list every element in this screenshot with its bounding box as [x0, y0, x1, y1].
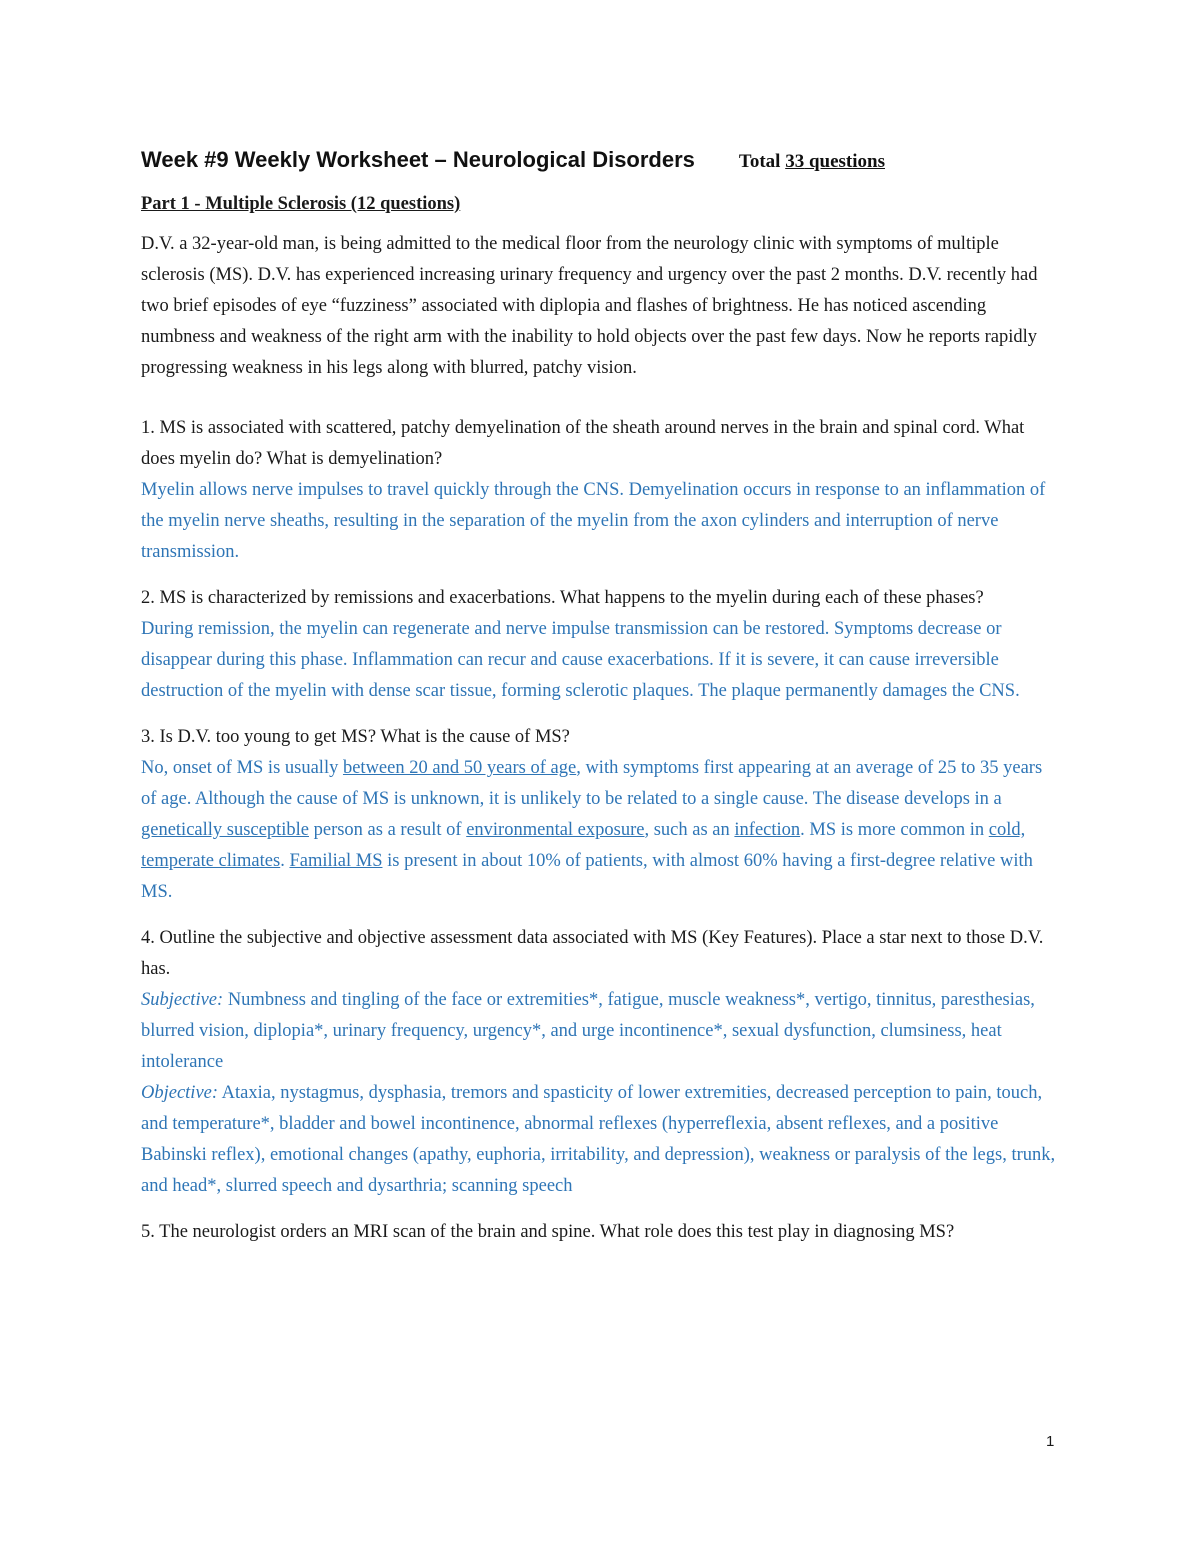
subjective-text: Numbness and tingling of the face or extremities*, fatigue, muscle weakness*, vertigo, tinnitus, paresthesias, blurred vision, diplopia*, urinary frequency, urgency*, and urge incontinence*, sexual dysfunction, clumsiness, heat intolerance	[141, 990, 1035, 1072]
question-3-block	[141, 722, 1059, 908]
question-4-block	[141, 923, 1059, 1202]
total-count: 33	[785, 151, 805, 172]
answer-3	[141, 753, 1059, 908]
answer-3-text: .	[280, 851, 290, 871]
answer-3-underlined: infection	[734, 820, 801, 840]
answer-3-underlined: Familial MS	[289, 851, 383, 871]
question-5-block	[141, 1217, 1059, 1248]
subjective-label: Subjective:	[141, 990, 224, 1010]
objective-text: Ataxia, nystagmus, dysphasia, tremors and spasticity of lower extremities, decreased perception to pain, touch, and temperature*, bladder and bowel incontinence, abnormal reflexes (hyperreflexia, absent reflexes, and a positive Babinski reflex), emotional changes (apathy, euphoria, irritability, and depression), weakness or paralysis of the legs, trunk, and head*, slurred speech and dysarthria; scanning speech	[141, 1083, 1056, 1196]
answer-4-subjective	[141, 985, 1059, 1078]
title-row	[141, 143, 1059, 179]
total-suffix: questions	[804, 151, 885, 172]
answer-3-underlined: between 20 and 50 years of age	[342, 758, 577, 778]
page-number: 1	[1046, 1433, 1055, 1450]
answer-3-text: , such as an	[644, 820, 735, 840]
answer-3-underlined: environmental exposure	[466, 820, 645, 840]
answer-1: Myelin allows nerve impulses to travel quickly through the CNS. Demyelination occurs in response to an inflammation of the myelin nerve sheaths, resulting in the separation of the myelin from the axon cylinders and interruption of nerve transmission.	[141, 480, 1046, 562]
answer-2: During remission, the myelin can regenerate and nerve impulse transmission can be restored. Symptoms decrease or disappear during this phase. Inflammation can recur and cause exacerbations. If it is severe, it can cause irreversible destruction of the myelin with dense scar tissue, forming sclerotic plaques. The plaque permanently damages the CNS.	[141, 619, 1020, 701]
question-4: 4. Outline the subjective and objective assessment data associated with MS (Key Features). Place a star next to those D.V. has.	[141, 928, 1044, 979]
case-intro: D.V. a 32-year-old man, is being admitted to the medical floor from the neurology clinic with symptoms of multiple sclerosis (MS). D.V. has experienced increasing urinary frequency and urgency over the past 2 months. D.V. recently had two brief episodes of eye “fuzziness” associated with diplopia and flashes of brightness. He has noticed ascending numbness and weakness of the right arm with the inability to hold objects over the past few days. Now he reports rapidly progressing weakness in his legs along with blurred, patchy vision.	[141, 234, 1038, 378]
worksheet-title: Week #9 Weekly Worksheet – Neurological Disorders	[141, 147, 695, 172]
answer-3-text: is present in about 10% of patients, with almost 60% having a first-degree relative with MS.	[141, 851, 1033, 902]
question-2: 2. MS is characterized by remissions and exacerbations. What happens to the myelin during each of these phases?	[141, 588, 984, 608]
question-3: 3. Is D.V. too young to get MS? What is the cause of MS?	[141, 727, 570, 747]
total-prefix: Total	[738, 151, 786, 172]
question-1: 1. MS is associated with scattered, patchy demyelination of the sheath around nerves in the brain and spinal cord. What does myelin do? What is demyelination?	[141, 418, 1025, 469]
answer-3-text: person as a result of	[308, 820, 467, 840]
document-content	[141, 143, 1059, 1263]
answer-3-underlined: cold, temperate climates	[141, 820, 1026, 871]
question-5: 5. The neurologist orders an MRI scan of the brain and spine. What role does this test play in diagnosing MS?	[141, 1222, 955, 1242]
part-1-heading: Part 1 - Multiple Sclerosis (12 questions)	[141, 194, 461, 214]
objective-label: Objective:	[141, 1083, 219, 1103]
total-underlined	[785, 151, 885, 172]
answer-3-text: , with symptoms first appearing at an average of 25 to 35 years of age. Although the cause of MS is unknown, it is unlikely to be related to a single cause. The disease develops in a	[141, 758, 1043, 809]
answer-4-objective	[141, 1078, 1059, 1202]
answer-3-text: No, onset of MS is usually	[141, 758, 343, 778]
total-questions	[739, 145, 885, 179]
question-1-block	[141, 413, 1059, 568]
answer-3-text: . MS is more common in	[800, 820, 989, 840]
question-2-block	[141, 583, 1059, 707]
answer-3-underlined: genetically susceptible	[141, 820, 309, 840]
